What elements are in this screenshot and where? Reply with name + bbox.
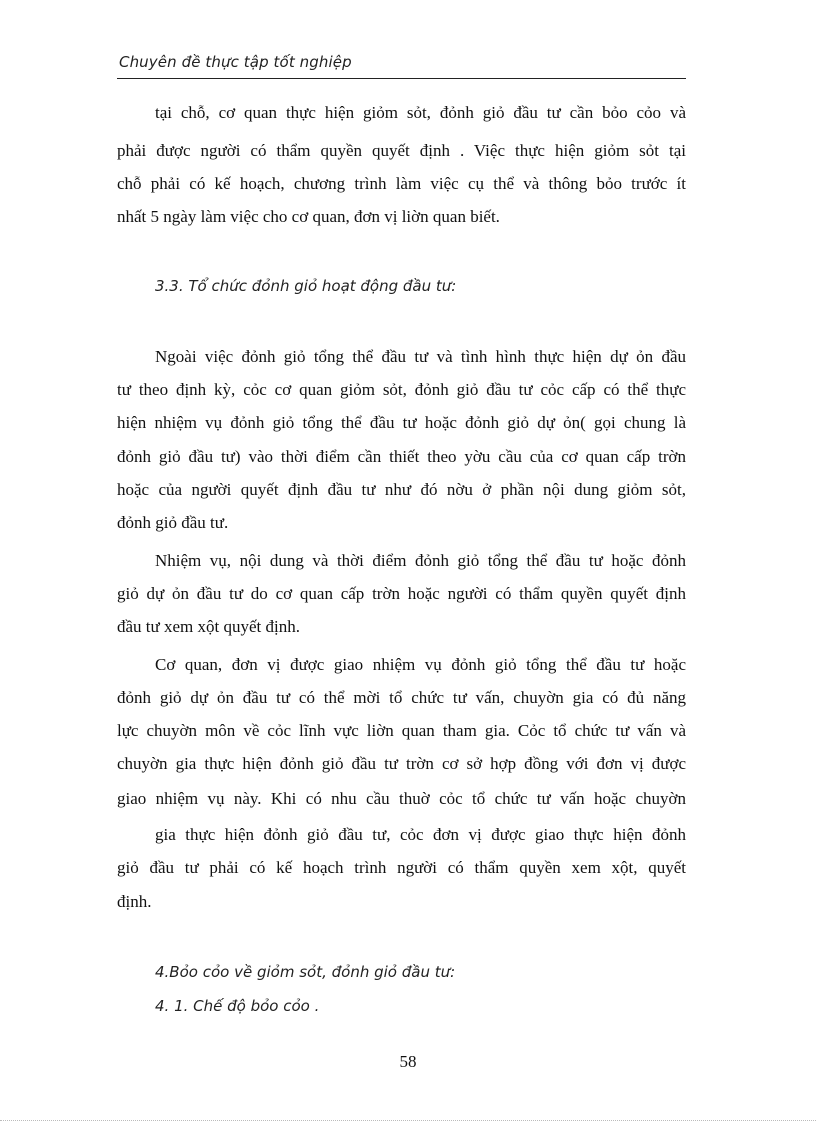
bottom-divider	[0, 1120, 816, 1121]
paragraph-line: gia thực hiện đỏnh giỏ đầu tư, cỏc đơn vị được giao thực hiện đỏnh	[155, 825, 686, 844]
header-title: Chuyên đề thực tập tốt nghiệp	[119, 53, 352, 71]
paragraph-line: đầu tư xem xột quyết định.	[117, 617, 300, 636]
paragraph-line: giỏ đầu tư phải có kế hoạch trình người có thẩm quyền xem xột, quyết	[117, 858, 686, 877]
section-heading-3-3: 3.3. Tổ chức đỏnh giỏ hoạt động đầu tư:	[155, 277, 457, 295]
paragraph-line: chuyờn gia thực hiện đỏnh giỏ đầu tư trờn cơ sở hợp đồng với đơn vị được	[117, 754, 686, 773]
paragraph-line: giỏ dự ỏn đầu tư do cơ quan cấp trờn hoặc người có thẩm quyền quyết định	[117, 584, 686, 603]
section-heading-4: 4.Bỏo cỏo về giỏm sỏt, đỏnh giỏ đầu tư:	[155, 963, 456, 981]
paragraph-line: chỗ phải có kế hoạch, chương trình làm việc cụ thể và thông bỏo trước ít	[117, 174, 686, 193]
paragraph-line: đỏnh giỏ đầu tư.	[117, 513, 229, 532]
section-heading-4-1: 4. 1. Chế độ bỏo cỏo .	[155, 997, 320, 1015]
running-header	[117, 50, 686, 79]
paragraph-line: tư theo định kỳ, cỏc cơ quan giỏm sỏt, đỏnh giỏ đầu tư cỏc cấp có thể thực	[117, 380, 686, 399]
paragraph-line: đỏnh giỏ dự ỏn đầu tư có thể mời tổ chức tư vấn, chuyờn gia có đủ năng	[117, 688, 686, 707]
paragraph-line: định.	[117, 892, 152, 911]
paragraph-line: nhất 5 ngày làm việc cho cơ quan, đơn vị liờn quan biết.	[117, 207, 500, 226]
paragraph-line: hoặc của người quyết định đầu tư như đó nờu ở phần nội dung giỏm sỏt,	[117, 480, 686, 499]
paragraph-line: giao nhiệm vụ này. Khi có nhu cầu thuờ cỏc tổ chức tư vấn hoặc chuyờn	[117, 789, 686, 808]
paragraph-line: tại chỗ, cơ quan thực hiện giỏm sỏt, đỏnh giỏ đầu tư cần bỏo cỏo và	[155, 103, 686, 122]
paragraph-line: Cơ quan, đơn vị được giao nhiệm vụ đỏnh giỏ tổng thể đầu tư hoặc	[155, 655, 686, 674]
paragraph-line: phải được người có thẩm quyền quyết định . Việc thực hiện giỏm sỏt tại	[117, 141, 686, 160]
paragraph-line: Ngoài việc đỏnh giỏ tổng thể đầu tư và tình hình thực hiện dự ỏn đầu	[155, 347, 686, 366]
paragraph-line: đỏnh giỏ đầu tư) vào thời điểm cần thiết theo yờu cầu của cơ quan cấp trờn	[117, 447, 686, 466]
paragraph-line: hiện nhiệm vụ đỏnh giỏ tổng thể đầu tư hoặc đỏnh giỏ dự ỏn( gọi chung là	[117, 413, 686, 432]
paragraph-line: Nhiệm vụ, nội dung và thời điểm đỏnh giỏ tổng thể đầu tư hoặc đỏnh	[155, 551, 686, 570]
paragraph-line: lực chuyờn môn về cỏc lĩnh vực liờn quan tham gia. Cỏc tổ chức tư vấn và	[117, 721, 686, 740]
page-number: 58	[399, 1052, 417, 1071]
